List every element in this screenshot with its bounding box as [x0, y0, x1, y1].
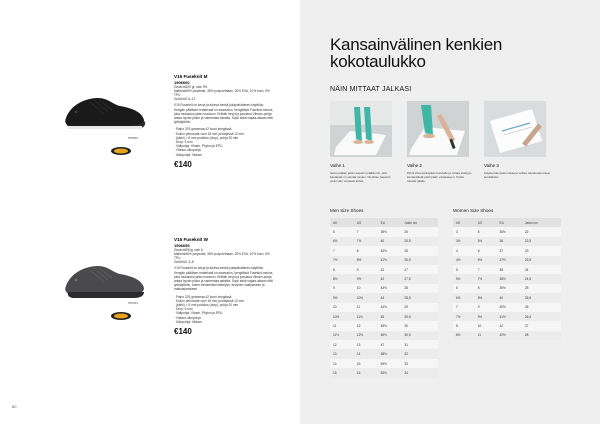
table-cell: 32	[401, 349, 438, 358]
table-cell: 40	[378, 237, 402, 246]
table-row	[330, 227, 438, 236]
table-cell: 8	[475, 284, 497, 293]
table-cell: 23	[522, 246, 561, 255]
table-cell: 49½	[378, 359, 402, 368]
step-photo-3	[484, 101, 546, 157]
table-cell: 10½	[354, 293, 378, 302]
table-cell: 9½	[354, 274, 378, 283]
table-cell: 12	[330, 340, 354, 349]
table-row	[453, 284, 561, 293]
table-cell: 22,5	[522, 237, 561, 246]
table-cell: 7	[330, 246, 354, 255]
product-code-1: 555892	[128, 136, 139, 140]
table-cell: 4½	[453, 256, 475, 265]
table-cell: 42	[496, 321, 521, 330]
table-cell: 45½	[378, 321, 402, 330]
product-number: 1906659	[174, 242, 190, 248]
feature-item: · (kärki) = 6 mm pudotus (drop), pohja 20 mm	[174, 135, 239, 140]
spec-key: Material	[174, 251, 186, 256]
table-cell: 8	[330, 265, 354, 274]
feature-item: · Kuilun pehmuste noin 18 mm ja kärjessä 12 mm	[174, 298, 244, 303]
column-header: EU	[378, 218, 402, 227]
table-row	[453, 237, 561, 246]
table-cell: 27	[522, 321, 561, 330]
product-price: €140	[174, 159, 192, 169]
table-cell: 13	[354, 340, 378, 349]
men-size-table-title: Men Size Shoes	[330, 208, 364, 213]
table-cell: 6	[475, 246, 497, 255]
table-cell: 8½	[330, 274, 354, 283]
table-cell: 42	[378, 265, 402, 274]
feature-item: · Drop: 6 mm	[174, 139, 193, 144]
table-cell: 35½	[496, 227, 521, 236]
table-cell: 12	[354, 321, 378, 330]
table-cell: 9½	[475, 312, 497, 321]
table-cell: 44½	[378, 303, 402, 312]
table-cell: 42	[378, 274, 402, 283]
spec-value: 294g. size 6	[185, 247, 203, 252]
feature-item: · Välipohja: Vfoam, Phylon ja EPU	[174, 144, 223, 149]
step-label-3: Vaihe 3	[484, 163, 499, 168]
table-cell: 9	[475, 303, 497, 312]
table-cell: 10	[354, 284, 378, 293]
table-cell: 11	[354, 303, 378, 312]
table-cell: 38	[496, 265, 521, 274]
table-cell: 14	[330, 359, 354, 368]
feature-item: · Drop: 6 mm	[174, 307, 193, 312]
spec-value: 45% polyester, 35% polyurethaan, 20% EVA, 10% burn, 5% TPU	[174, 88, 270, 97]
table-cell: 7½	[453, 312, 475, 321]
table-row	[330, 303, 438, 312]
table-cell: 6½	[475, 256, 497, 265]
product-number: 1906660	[174, 79, 190, 85]
step-description-2: Piirrä viiva kantapään kohdalle ja mittaa etäisyys kantapäästä pisimpään varpaaseen. Toista toiselle jalalle.	[407, 171, 472, 183]
table-row	[330, 340, 438, 349]
table-cell: 5½	[475, 237, 497, 246]
table-cell: 31	[401, 340, 438, 349]
table-cell: 11½	[354, 312, 378, 321]
feature-item: · Välipohja: Vfoam, Phylon ja EPU	[174, 311, 223, 316]
table-row	[330, 359, 438, 368]
table-cell: 33	[401, 359, 438, 368]
step-label-2: Vaihe 2	[407, 163, 422, 168]
table-cell: 40½	[496, 303, 521, 312]
women-size-table	[453, 218, 561, 340]
column-header: UK	[330, 218, 354, 227]
table-cell: 28,5	[401, 293, 438, 302]
table-cell: 47	[378, 340, 402, 349]
table-cell: 24,5	[522, 274, 561, 283]
table-cell: 30	[401, 321, 438, 330]
shoe-image-grey	[60, 256, 150, 306]
table-row	[453, 303, 561, 312]
table-cell: 39½	[378, 227, 402, 236]
product-price: €140	[174, 326, 192, 336]
product-title: V15 Fuseknit M	[174, 74, 208, 79]
table-cell: 28	[522, 331, 561, 340]
table-cell: 7½	[330, 256, 354, 265]
column-header: EU	[496, 218, 521, 227]
table-cell: 11½	[330, 331, 354, 340]
table-cell: 40½	[378, 246, 402, 255]
table-cell: 10½	[330, 312, 354, 321]
table-cell: 25,5	[401, 237, 438, 246]
table-cell: 8	[354, 246, 378, 255]
table-cell: 8	[453, 321, 475, 330]
page-title: Kansainvälinen kenkien kokotaulukko	[330, 35, 503, 71]
table-cell: 7½	[354, 237, 378, 246]
table-cell: 38½	[496, 274, 521, 283]
table-cell: 13	[330, 349, 354, 358]
table-row	[330, 265, 438, 274]
table-cell: 36	[496, 237, 521, 246]
table-cell: 9½	[330, 293, 354, 302]
feature-item: · Paino 376 grammaa 42 koon kengässä	[174, 127, 232, 132]
table-cell: 11	[330, 321, 354, 330]
table-cell: 26	[522, 303, 561, 312]
column-header: US	[475, 218, 497, 227]
table-cell: 25	[401, 227, 438, 236]
table-cell: 28	[401, 284, 438, 293]
table-row	[330, 368, 438, 377]
table-cell: 12½	[354, 331, 378, 340]
sole-image-1	[110, 143, 132, 153]
step-label-1: Vaihe 1	[330, 163, 345, 168]
table-cell: 11	[475, 331, 497, 340]
table-row	[330, 321, 438, 330]
spec-value: UK 3–8	[183, 260, 194, 265]
table-cell: 42½	[496, 331, 521, 340]
table-cell: 37½	[496, 256, 521, 265]
table-row	[453, 256, 561, 265]
table-cell: 41½	[496, 312, 521, 321]
table-cell: 26,5	[401, 256, 438, 265]
table-cell: 26,5	[522, 312, 561, 321]
table-cell: 8½	[453, 331, 475, 340]
product-description: V15 Fuseknit on kevyt ja tukeva kenkä jokapäiväiseen käyttöön. Kengän päällisen materiaali on saumaton, hengittävä Fuseknit-neulos, joka mukautuu jalan muotoon. Erittäin kevyt ja joustava Vibram-pohja antaa hyvän pidon ja vaimentaa askelta. Sopii sekä vapaa-aikaan että työkäyttöön, kuten esimerkiksi kävelyyn, kevyeen vaellukseen ja matkustamiseen.	[174, 266, 274, 292]
table-cell: 24	[522, 265, 561, 274]
table-cell: 8½	[354, 256, 378, 265]
page-number: 60	[12, 404, 17, 409]
table-cell: 46½	[378, 331, 402, 340]
step-photo-2	[407, 101, 469, 157]
table-row	[330, 349, 438, 358]
table-row	[330, 331, 438, 340]
table-cell: 9	[330, 284, 354, 293]
page-subtitle: NÄIN MITTAAT JALKASI	[330, 86, 412, 93]
table-cell: 41½	[378, 256, 402, 265]
table-cell: 5½	[453, 274, 475, 283]
table-header-row	[453, 218, 561, 227]
table-cell: 7	[354, 227, 378, 236]
table-cell: 15	[354, 359, 378, 368]
table-row	[453, 227, 561, 236]
table-cell: 9	[354, 265, 378, 274]
spec-key: Gewicht	[174, 84, 186, 89]
table-cell: 6½	[330, 237, 354, 246]
table-cell: 8½	[475, 293, 497, 302]
table-cell: 40	[496, 293, 521, 302]
table-cell: 45	[378, 312, 402, 321]
table-row	[453, 265, 561, 274]
feature-item: · Kuilun pehmuste noin 18 mm ja kärjessä 12 mm	[174, 131, 244, 136]
table-cell: 7	[475, 265, 497, 274]
column-header: Jalan cm	[522, 218, 561, 227]
spec-key: Größe	[174, 97, 184, 102]
table-cell: 22	[522, 227, 561, 236]
table-cell: 37	[496, 246, 521, 255]
step-description-3: Käytä pidempää mittaa ja valitse taulukosta oikea kenkäkoko.	[484, 171, 550, 179]
table-cell: 29,5	[401, 312, 438, 321]
table-cell: 43½	[378, 284, 402, 293]
table-cell: 23,5	[522, 256, 561, 265]
table-row	[453, 293, 561, 302]
table-row	[453, 312, 561, 321]
table-cell: 26	[401, 246, 438, 255]
sole-image-2	[110, 308, 132, 318]
table-cell: 6½	[453, 293, 475, 302]
table-cell: 27,5	[401, 274, 438, 283]
table-header-row	[330, 218, 438, 227]
feature-item: · Ulkopohja: Vibram	[174, 319, 202, 324]
table-cell: 5	[475, 227, 497, 236]
table-cell: 30,5	[401, 331, 438, 340]
table-cell: 27	[401, 265, 438, 274]
table-cell: 7	[453, 303, 475, 312]
column-header: US	[354, 218, 378, 227]
table-cell: 6	[453, 284, 475, 293]
table-cell: 50½	[378, 368, 402, 377]
product-block-2	[174, 237, 274, 334]
step-description-1: Seiso paljain jaloin paperin päällä niin, että kantapää on seinää vasten. Merkitse paperiin pisimmän varpaasi kohta.	[330, 171, 391, 183]
table-row	[453, 274, 561, 283]
step-photo-1	[330, 101, 392, 157]
table-row	[330, 312, 438, 321]
table-cell: 3½	[453, 237, 475, 246]
table-cell: 44	[378, 293, 402, 302]
table-row	[330, 237, 438, 246]
table-cell: 14	[354, 349, 378, 358]
table-row	[330, 274, 438, 283]
column-header: Jalan cm	[401, 218, 438, 227]
spec-key: Material	[174, 88, 186, 93]
table-row	[330, 256, 438, 265]
table-cell: 7½	[475, 274, 497, 283]
spec-key: Größe	[174, 260, 184, 265]
table-cell: 48½	[378, 349, 402, 358]
table-row	[453, 246, 561, 255]
table-cell: 3	[453, 227, 475, 236]
table-row	[330, 293, 438, 302]
table-cell: 25,5	[522, 293, 561, 302]
spec-value: 329 gr. size 9½	[185, 84, 208, 89]
table-row	[453, 321, 561, 330]
table-cell: 16	[354, 368, 378, 377]
feature-item: · Vibram-ulkopohja	[174, 315, 201, 320]
table-row	[330, 246, 438, 255]
feature-item: · Vibram-ulkopohja	[174, 148, 201, 153]
spec-value: 45% polyester, 35% polyurethaan, 20% EVA, 10% burn, 5% TPU	[174, 251, 270, 260]
spec-key: Gewicht	[174, 247, 186, 252]
feature-item: · (kärki) = 6 mm pudotus (drop), pohja 20 mm	[174, 302, 239, 307]
column-header: UK	[453, 218, 475, 227]
feature-item: · Ulkopohja: Vibram	[174, 152, 202, 157]
table-cell: 25	[522, 284, 561, 293]
feature-item: · Paino 376 grammaa 42 koon kengässä	[174, 294, 232, 299]
table-cell: 29	[401, 303, 438, 312]
product-description: V15 Fuseknit on kevyt ja tukeva kenkä jokapäiväiseen käyttöön. Kengän päällisen materiaali on saumaton, hengittävä Fuseknit-neulos, joka mukautuu jalan muotoon. Erittäin kevyt ja joustava Vibram-pohja antaa hyvän pidon ja vaimentaa askelta. Sopii sekä vapaa-aikaan että työkäyttöön.	[174, 103, 274, 125]
table-cell: 39½	[496, 284, 521, 293]
table-row	[453, 331, 561, 340]
table-cell: 15	[330, 368, 354, 377]
product-code-2: 555093	[128, 301, 139, 305]
table-cell: 10	[330, 303, 354, 312]
men-size-table	[330, 218, 438, 378]
shoe-image-black	[60, 88, 150, 138]
table-cell: 6	[330, 227, 354, 236]
table-cell: 10	[475, 321, 497, 330]
table-cell: 34	[401, 368, 438, 377]
product-title: V15 Fuseknit W	[174, 237, 208, 242]
table-cell: 4	[453, 246, 475, 255]
women-size-table-title: Women Size Shoes	[453, 208, 494, 213]
table-cell: 5	[453, 265, 475, 274]
spec-value: UK 6–12	[183, 97, 196, 102]
product-block-1	[174, 74, 274, 167]
table-row	[330, 284, 438, 293]
